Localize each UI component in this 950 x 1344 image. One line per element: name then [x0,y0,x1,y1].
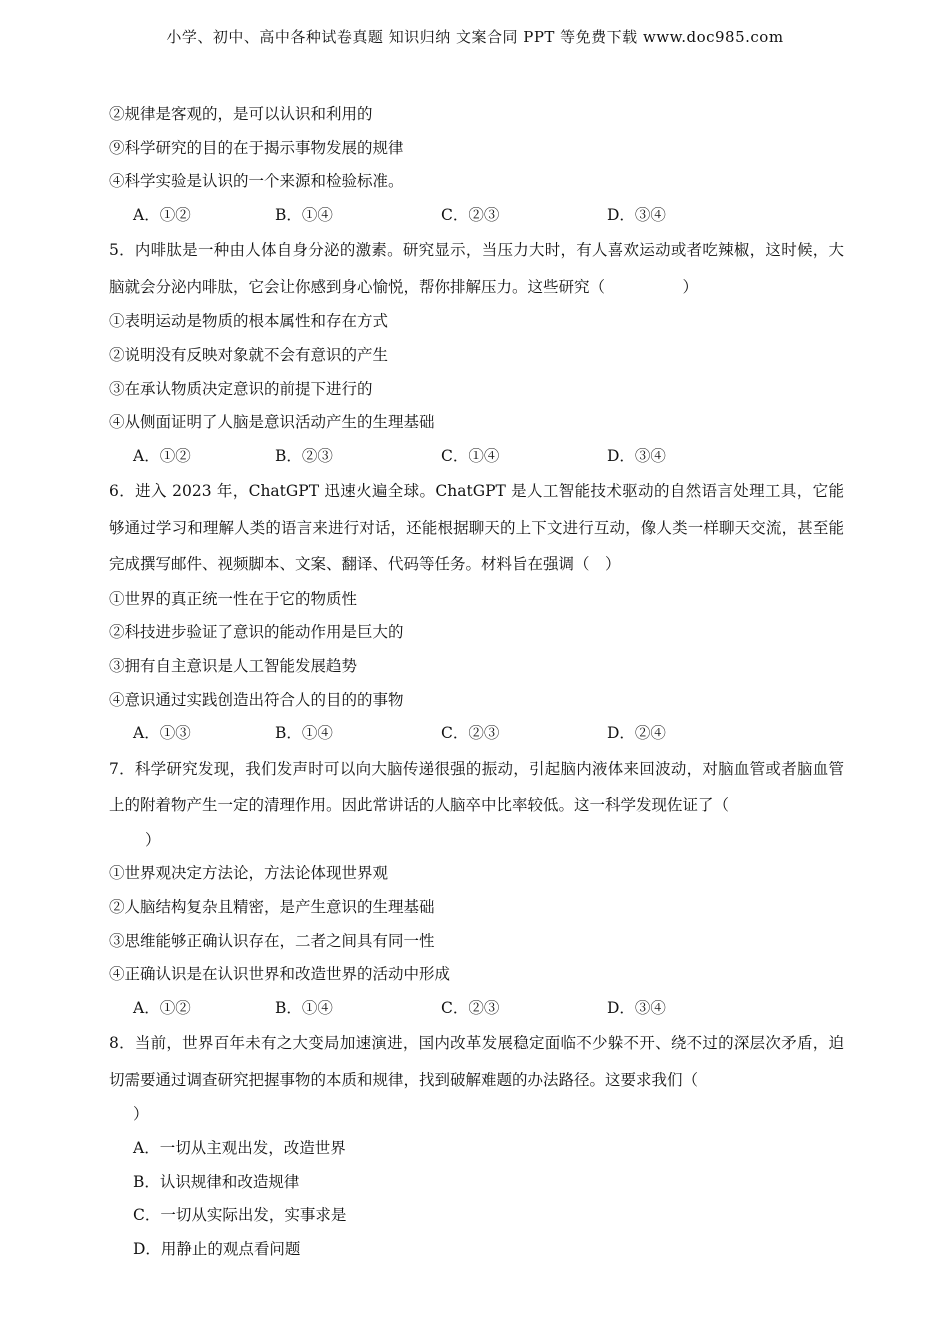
statement-2: ②规律是客观的，是可以认识和利用的 [109,105,373,123]
answer-options [109,440,844,474]
option-d: D．②④ [607,724,666,743]
option-d: D．③④ [607,205,666,224]
answer-paren-close: ） [133,1105,149,1124]
answer-options [109,992,844,1026]
choice-b: B．认识规律和改造规律 [133,1172,300,1191]
option-c: C．②③ [441,998,500,1017]
option-a: A．①② [133,205,191,224]
question-4-continued [109,98,844,232]
page-header-banner: 小学、初中、高中各种试卷真题 知识归纳 文案合同 PPT 等免费下载 www.doc985.com [166,28,784,46]
question-stem: 6．进入 2023 年，ChatGPT 迅速火遍全球。ChatGPT 是人工智能技术驱动的自然语言处理工具，它能够通过学习和理解人类的语言来进行对话，还能根据聊天的上下文进行互动，像人类一样聊天交流，甚至能完成撰写邮件、视频脚本、文案、翻译、代码等任务。材料旨在强调（ ） [109,482,844,574]
option-a: A．①③ [133,724,191,743]
question-stem: 8．当前，世界百年未有之大变局加速演进，国内改革发展稳定面临不少躲不开、绕不过的深层次矛盾，迫切需要通过调查研究把握事物的本质和规律，找到破解难题的办法路径。这要求我们（ [109,1034,844,1089]
statement-4: ④科学实验是认识的一个来源和检验标准。 [109,172,404,191]
statement-1: ①表明运动是物质的根本属性和存在方式 [109,312,389,331]
question-stem: 7．科学研究发现，我们发声时可以向大脑传递很强的振动，引起脑内液体来回波动，对脑血管或者脑血管上的附着物产生一定的清理作用。因此常讲话的人脑卒中比率较低。这一科学发现佐证了（ [109,759,844,815]
statement-2: ②科技进步验证了意识的能动作用是巨大的 [109,623,404,642]
statement-2: ②说明没有反映对象就不会有意识的产生 [109,345,389,364]
option-b: B．①④ [275,205,333,224]
statement-2: ②人脑结构复杂且精密，是产生意识的生理基础 [109,898,435,916]
option-d: D．③④ [607,998,666,1017]
statement-4: ④从侧面证明了人脑是意识活动产生的生理基础 [109,413,435,432]
question-7 [109,751,844,1026]
option-b: B．②③ [275,446,333,465]
statement-3: ③拥有自主意识是人工智能发展趋势 [109,657,358,676]
question-5 [109,232,844,473]
choice-a: A．一切从主观出发，改造世界 [133,1138,346,1157]
choice-d: D．用静止的观点看问题 [133,1239,301,1258]
option-c: C．②③ [441,205,500,224]
statement-1: ①世界观决定方法论，方法论体现世界观 [109,864,389,883]
statement-3: ⑨科学研究的目的在于揭示事物发展的规律 [109,138,404,157]
option-b: B．①④ [275,998,333,1017]
option-a: A．①② [133,446,191,465]
choice-c: C．一切从实际出发，实事求是 [133,1206,347,1225]
statement-3: ③思维能够正确认识存在，二者之间具有同一性 [109,931,435,950]
answer-options [109,717,844,751]
statement-4: ④意识通过实践创造出符合人的目的的事物 [109,690,404,709]
statement-4: ④正确认识是在认识世界和改造世界的活动中形成 [109,965,451,984]
question-6 [109,473,844,750]
option-c: C．②③ [441,724,500,743]
option-c: C．①④ [441,446,500,465]
question-8 [109,1025,844,1266]
answer-options [109,199,844,233]
question-stem: 5．内啡肽是一种由人体自身分泌的激素。研究显示，当压力大时，有人喜欢运动或者吃辣椒，这时候，大脑就会分泌内啡肽，它会让你感到身心愉悦，帮你排解压力。这些研究（ ） [109,241,844,296]
option-a: A．①② [133,998,191,1017]
answer-paren-close: ） [145,830,161,849]
option-b: B．①④ [275,724,333,743]
option-d: D．③④ [607,446,666,465]
statement-1: ①世界的真正统一性在于它的物质性 [109,589,358,608]
statement-3: ③在承认物质决定意识的前提下进行的 [109,379,373,398]
exam-content [109,98,844,1266]
